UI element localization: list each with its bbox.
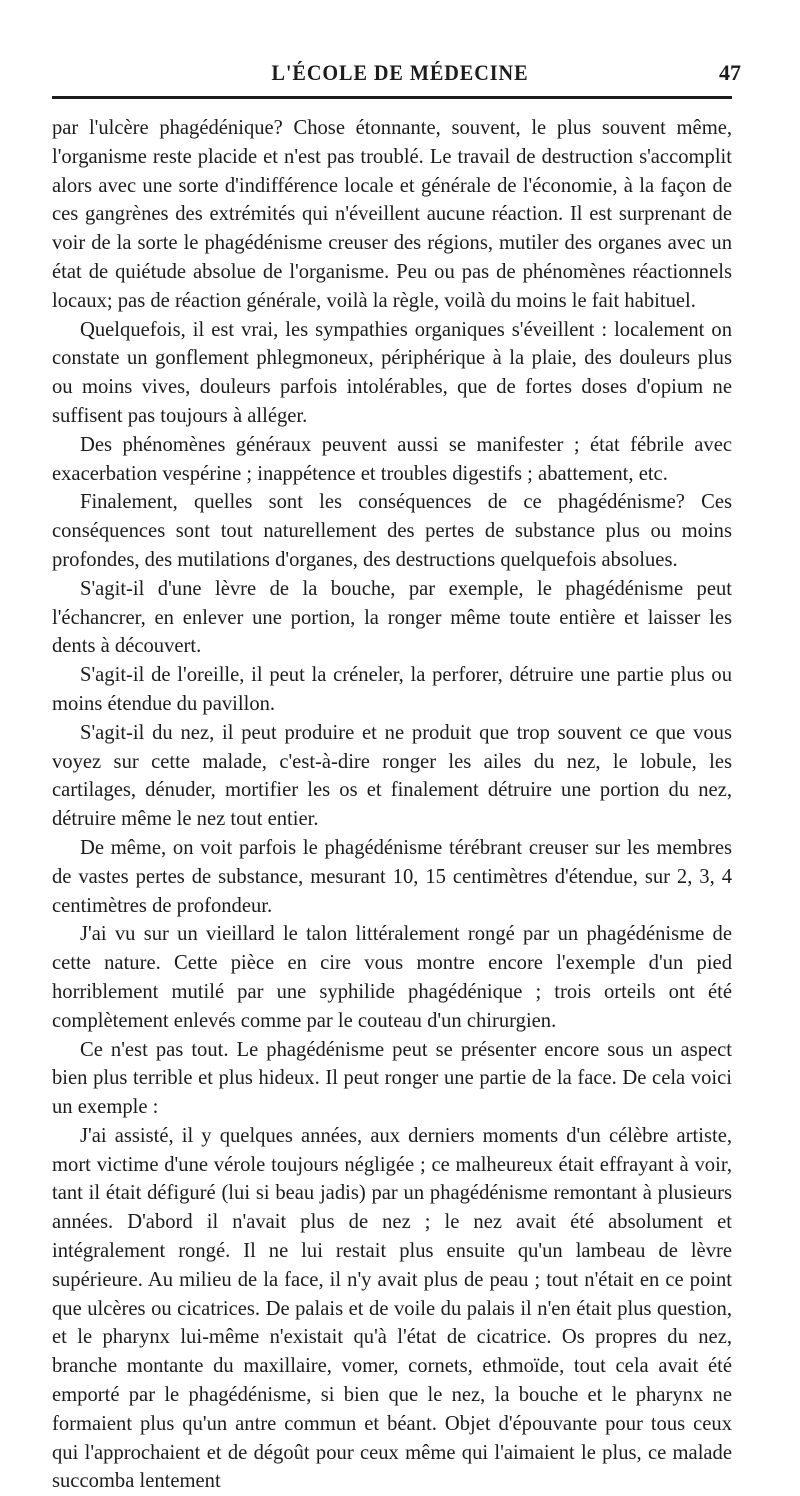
paragraph-2: Quelquefois, il est vrai, les sympathies organiques s'éveillent : localement on constate un gonflement phlegmoneux, périphérique à la plaie, des douleurs plus ou moins vives, douleurs parfois intolérables, que de fortes doses d'opium ne suffisent pas toujours à alléger. — [52, 318, 732, 427]
paragraph-11: J'ai assisté, il y quelques années, aux derniers moments d'un célèbre artiste, mort victime d'une vérole toujours négligée ; ce malheureux était effrayant à voir, tant il était défiguré (lui si beau jadis) par un phagédénisme remontant à plusieurs années. D'abord il n'avait plus de nez ; le nez avait été absolument et intégralement rongé. Il ne lui restait plus ensuite qu'un lambeau de lèvre supérieure. Au milieu de la face, il n'y avait plus de peau ; tout n'était en ce point que ulcères ou cicatrices. De palais et de voile du palais il n'en était plus question, et le pharynx lui-même n'existait qu'à l'état de cicatrice. Os propres du nez, branche montante du maxillaire, vomer, cornets, ethmoïde, tout cela avait été emporté par le phagédénisme, si bien que le nez, la bouche et le pharynx ne formaient plus qu'un antre commun et béant. Objet d'épouvante pour tous ceux qui l'approchaient et de dégoût pour ceux même qui l'aimaient le plus, ce malade succomba lentement — [52, 1124, 732, 1493]
paragraph-7: S'agit-il du nez, il peut produire et ne produit que trop souvent ce que vous voyez sur cette malade, c'est-à-dire ronger les ailes du nez, le lobule, les cartilages, dénuder, mortifier les os et finalement détruire une portion du nez, détruire même le nez tout entier. — [52, 721, 732, 831]
paragraph-6: S'agit-il de l'oreille, il peut la créneler, la perforer, détruire une partie plus ou moins étendue du pavillon. — [52, 664, 732, 715]
paragraph-10: Ce n'est pas tout. Le phagédénisme peut se présenter encore sous un aspect bien plus terrible et plus hideux. Il peut ronger une partie de la face. De cela voici un exemple : — [52, 1038, 732, 1119]
paragraph-8: De même, on voit parfois le phagédénisme térébrant creuser sur les membres de vastes pertes de substance, mesurant 10, 15 centimètres d'étendue, sur 2, 3, 4 centimètres de profondeur. — [52, 836, 732, 917]
body-text — [52, 114, 732, 1496]
paragraph-3: Des phénomènes généraux peuvent aussi se manifester ; état fébrile avec exacerbation vespérine ; inappétence et troubles digestifs ; abattement, etc. — [52, 433, 732, 485]
paragraph-5: S'agit-il d'une lèvre de la bouche, par exemple, le phagédénisme peut l'échancrer, en enlever une portion, la ronger même toute entière et laisser les dents à découvert. — [52, 577, 732, 658]
paragraph-4: Finalement, quelles sont les conséquences de ce phagédénisme? Ces conséquences sont tout naturellement des pertes de substance plus ou moins profondes, des mutilations d'organes, des destructions quelquefois absolues. — [52, 491, 732, 571]
header-rule — [52, 96, 732, 99]
paragraph-1: par l'ulcère phagédénique? Chose étonnante, souvent, le plus souvent même, l'organisme reste placide et n'est pas troublé. Le travail de destruction s'accomplit alors avec une sorte d'indifférence locale et générale de l'économie, à la façon de ces gangrènes des extrémités qui n'éveillent aucune réaction. Il est surprenant de voir de la sorte le phagédénisme creuser des régions, mutiler des organes avec un état de quiétude absolue de l'organisme. Peu ou pas de phénomènes réactionnels locaux; pas de réaction générale, voilà la règle, voilà du moins le fait habituel. — [52, 117, 732, 312]
running-title: L'ÉCOLE DE MÉDECINE — [271, 60, 529, 85]
paragraph-9: J'ai vu sur un vieillard le talon littéralement rongé par un phagédénisme de cette nature. Cette pièce en cire vous montre encore l'exemple d'un pied horriblement mutilé par une syphilide phagédénique ; trois orteils ont été complètement enlevés comme par le couteau d'un chirurgien. — [52, 923, 732, 1032]
page-number: 47 — [719, 60, 741, 85]
page-header — [0, 60, 800, 94]
